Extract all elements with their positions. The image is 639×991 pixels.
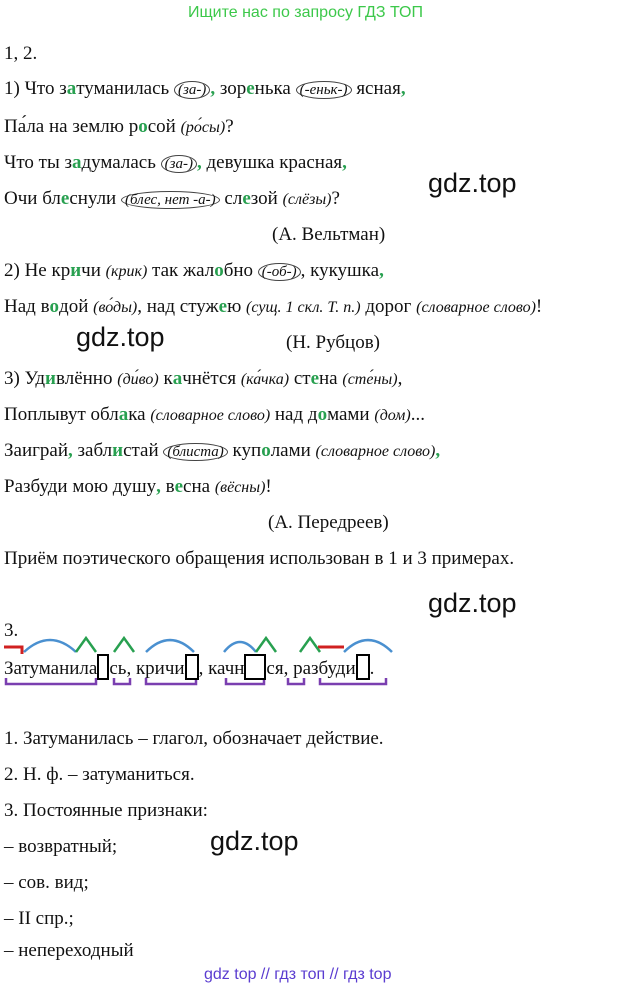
root-arc: [344, 640, 392, 652]
poem-line: 3) Удивлённо (ди́во) качнётся (ка́чка) стена (сте́ны),: [4, 368, 403, 389]
poem-line: Над водой (во́ды), над стужею (сущ. 1 скл. Т. п.) дорог (словарное слово)!: [4, 296, 543, 317]
hint: (вёсны): [214, 479, 266, 496]
hint: (ка́чка): [240, 371, 290, 388]
root-arc: [24, 640, 76, 652]
hint: (дом): [374, 407, 411, 424]
hint: (сущ. 1 скл. Т. п.): [246, 299, 361, 316]
task3-label: 3.: [4, 620, 19, 641]
suffix-caret: [114, 638, 134, 652]
hint: (ди́во): [117, 371, 159, 388]
root-arc: [146, 640, 194, 652]
analysis-item: 1. Затуманилась – глагол, обозначает действие.: [4, 728, 384, 749]
root-mark: (блиста): [163, 443, 227, 461]
watermark: gdz.top: [76, 322, 165, 352]
analysis-item: – II спр.;: [4, 908, 74, 929]
watermark: gdz.top: [428, 588, 517, 618]
author: (А. Передреев): [268, 512, 389, 533]
author: (Н. Рубцов): [286, 332, 380, 353]
root-arc: [224, 642, 256, 652]
check-mark: (блес, нет -а-): [121, 191, 220, 209]
hint: (во́ды): [93, 299, 138, 316]
analysis-item: 3. Постоянные признаки:: [4, 800, 208, 821]
page-footer: gdz top // гдз топ // гдз top: [204, 966, 392, 983]
poem-line: Разбуди мою душу, весна (вёсны)!: [4, 476, 272, 497]
poem-line: Поплывут облака (словарное слово) над домами (дом)...: [4, 404, 425, 425]
conclusion: Приём поэтического обращения использован в 1 и 3 примерах.: [4, 548, 515, 569]
hint: (словарное слово): [315, 443, 436, 460]
hint: (крик): [105, 263, 148, 280]
hint: (словарное слово): [150, 407, 271, 424]
ending-box: [356, 654, 370, 680]
page-header: Ищите нас по запросу ГДЗ ТОП: [188, 4, 423, 21]
analysis-item: 2. Н. ф. – затуманиться.: [4, 764, 195, 785]
watermark: gdz.top: [210, 826, 299, 856]
hint: (сте́ны): [342, 371, 398, 388]
analysis-item: – сов. вид;: [4, 872, 89, 893]
poem-line: Па́ла на землю росой (ро́сы)?: [4, 116, 234, 137]
hint: (слёзы): [282, 191, 332, 208]
suffix-caret: [300, 638, 320, 652]
watermark: gdz.top: [428, 168, 517, 198]
author: (А. Вельтман): [272, 224, 386, 245]
ending-box: [185, 654, 199, 680]
analysis-item: – возвратный;: [4, 836, 118, 857]
task-label: 1, 2.: [4, 43, 38, 64]
suffix-mark: (-еньк-): [296, 81, 352, 99]
morpheme-word-line: Затуманила сь, кричи , качн ся, разбуди .: [4, 654, 374, 680]
ending-box: [244, 654, 266, 680]
hint: (ро́сы): [180, 119, 226, 136]
suffix-caret: [76, 638, 96, 652]
ending-box: [97, 654, 109, 680]
prefix-mark: (за-): [174, 81, 210, 99]
poem-line: Очи блеснули (блес, нет -а-) слезой (слёзы)?: [4, 188, 340, 209]
prefix-mark-line: [4, 647, 22, 654]
poem-line: 1) Что затуманилась (за-) , зоренька (-еньк-) ясная,: [4, 78, 406, 99]
analysis-item: – непереходный: [4, 940, 134, 961]
hint: (словарное слово): [416, 299, 536, 316]
poem-line: 2) Не кричи (крик) так жалобно (-об-) , кукушка,: [4, 260, 384, 281]
prefix-mark: (за-): [161, 155, 197, 173]
suffix-mark: (-об-): [258, 263, 301, 281]
suffix-caret: [256, 638, 276, 652]
poem-line: Заиграй, заблистай (блиста) куполами (словарное слово),: [4, 440, 441, 461]
poem-line: Что ты задумалась (за-) , девушка красная,: [4, 152, 347, 173]
